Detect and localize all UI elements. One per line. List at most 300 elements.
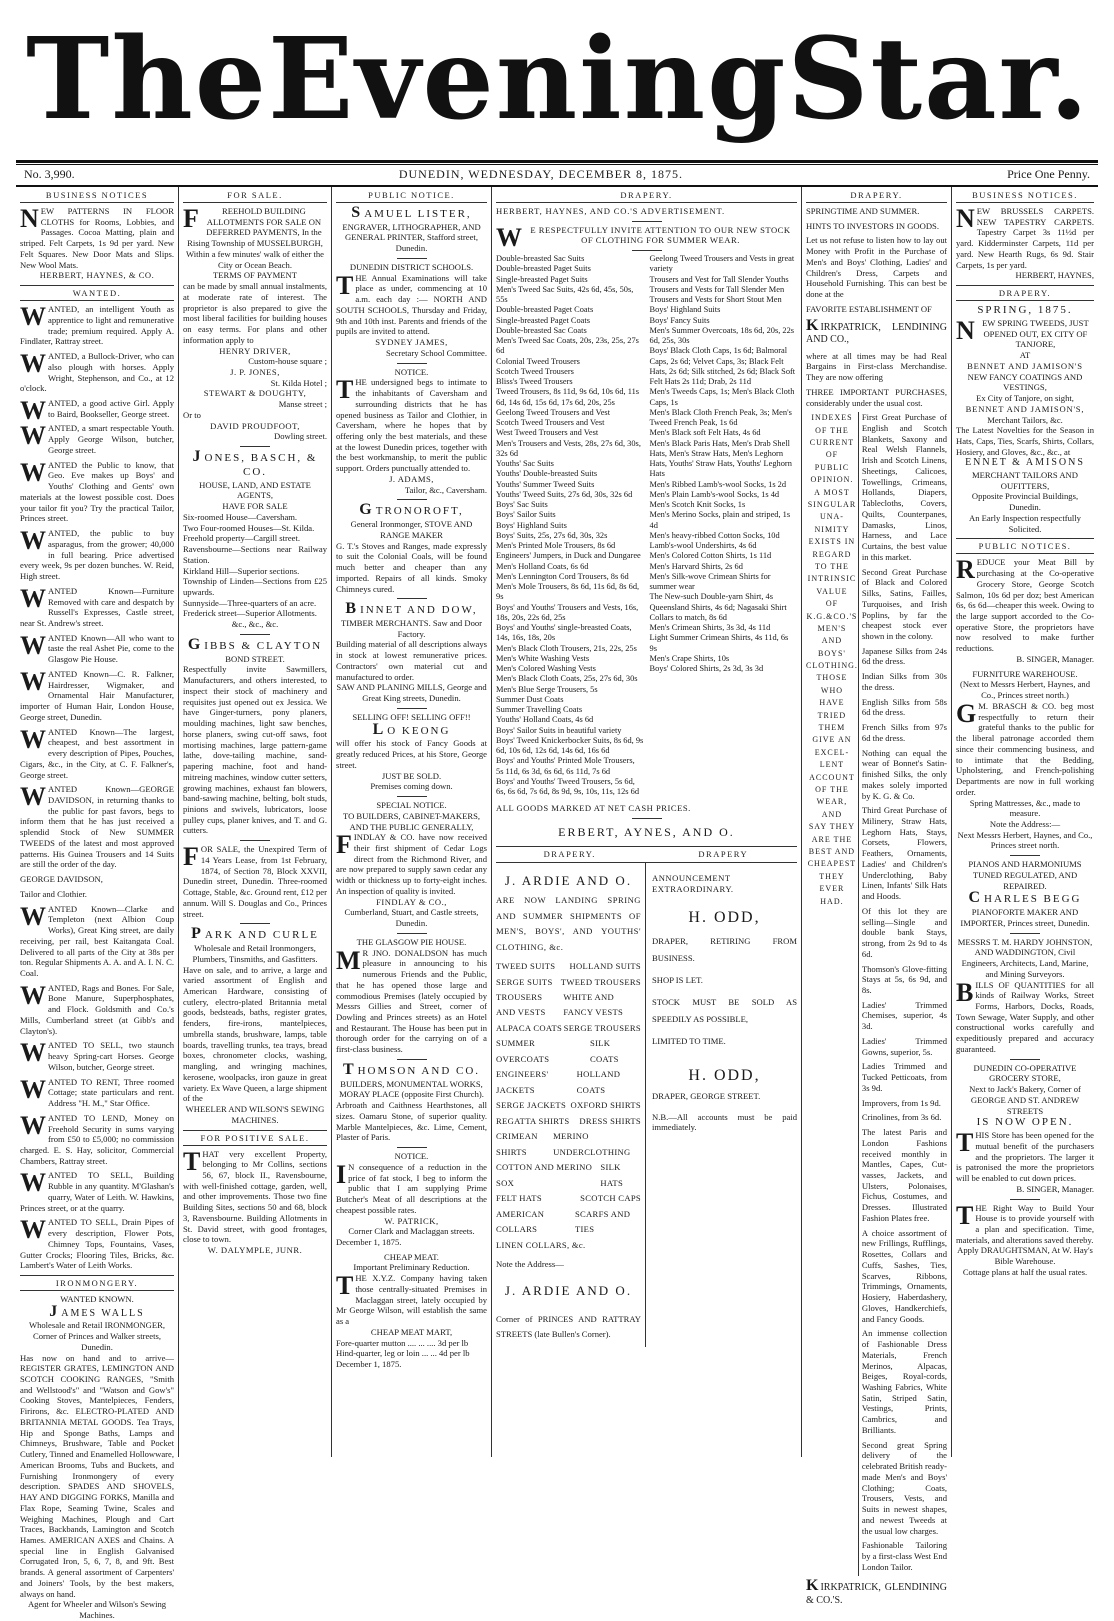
kirk-label: AND [821, 636, 843, 646]
wanted-ad [20, 1217, 174, 1271]
hardie-row-left: CRIMEAN SHIRTS [496, 1131, 538, 1157]
wanted-ad [20, 457, 174, 524]
hh-left-item: Men's Black Cloth Trousers, 21s, 22s, 25s [496, 643, 637, 653]
masthead-word-star: Star. [787, 14, 1091, 145]
wanted-text: ANTED, a good active Girl. Apply to Baird, Bookseller, George street. [48, 398, 174, 419]
column-1 [16, 187, 179, 1621]
hh-right-item: The New-such Double-yarn Shirt, 4s [649, 592, 774, 602]
hh-left-item: Engineers' Jumpers, in Duck and Dungaree [496, 551, 641, 561]
kirk-item: English Silks from 58s 6d the dress. [861, 696, 947, 718]
kirk-label: A MOST [814, 487, 850, 497]
hardie-ad: J. ARDIE AND O. ARE NOW LANDING SPRING AND SUMMER SHIPMENTS OF MEN'S, BOYS', AND YOUTHS' CLOTHING, &c. TWEED SUITS HOLLAND SUITS SERGE SUITS TWEED TROUSERS TROUSERS AND VESTS WHITE AND FANCY VESTS ALPACA COATS SERGE TROUSERS SUMMER OVERCOATS SILK COATS ENGINEERS' JACKETS HOLLAND COATS SERGE JACKETS OXFORD SHIRTS REGATTA SHIRTS DRESS SHIRTS CRIMEAN SHIRTS MERINO UNDERCLOTHING COTTON AND MERINO SOX SILK HATS FELT HATS SCOTCH CAPS AMERICAN COLLARS SCARFS AND TIES LINEN COLLARS, &c. Note the Address— J. ARDIE AND O. Corner of PRINCES AND RATTRAY STREETS (late Bullen's Corner). [496, 863, 646, 1346]
kirk-label: REGARD [812, 549, 852, 559]
hardie-row-right: TWEED TROUSERS [560, 976, 641, 987]
hardie-row [496, 1021, 641, 1036]
hints: HINTS TO INVESTORS IN GOODS. [806, 220, 939, 231]
ad-hardy: MESSRS T. M. HARDY JOHNSTON, AND WADDINGTON, Civil Engineers, Architects, Land, Marine, and Mining Surveyors. B ILLS OF QUANTITIES for all kinds of Railway Works, Street Forms, Harbors, Docks, Roads, Town Sewage, Water Supply, and other constructional works carefully and expeditiously prepared and accuracy guaranteed. [956, 936, 1094, 1054]
hardie-row-left: SERGE JACKETS [496, 1100, 567, 1111]
hh-right-item: Men's Black soft Felt Hats, 4s 6d [649, 428, 761, 438]
kirk-item: Improvers, from 1s 9d. [861, 1097, 941, 1108]
ad-schools: DUNEDIN DISTRICT SCHOOLS. T HE Annual Examinations will take place as under, commencing at 10 a.m. each day :— NORTH AND SOUTH SCHOOLS, Thursday and Friday, 9th and 10th inst. Parents and friends of the pupils are invited to attend. SYDNEY JAMES, Secretary School Committee. [336, 261, 487, 358]
header-public-notices: PUBLIC NOTICES. [956, 538, 1094, 554]
kirk-label: THEM [818, 723, 846, 733]
header-drapery-6: DRAPERY. [956, 285, 1094, 301]
drop-cap: W [20, 421, 46, 451]
hh-left-item: Men's Tweed Sac Suits, 42s 6d, 45s, 50s, 55s [496, 284, 634, 305]
kirk-label: WHO [820, 685, 843, 695]
drop-cap: W [20, 1038, 46, 1068]
hh-right-item: Lamb's-wool Undershirts, 4s 6d [649, 541, 757, 551]
hardie-row [496, 959, 641, 974]
columns [16, 185, 1098, 1621]
hh-right-item: Geelong Tweed Trousers and Vests in great variety [649, 254, 795, 274]
hardie-row [496, 1114, 641, 1129]
kirk-label: SINGULAR [807, 500, 857, 510]
wanted-ad [20, 528, 174, 582]
hh-left-item: Boys' Suits, 25s, 27s 6d, 30s, 32s [496, 530, 608, 540]
springtime: SPRINGTIME AND SUMMER. [806, 206, 920, 216]
favorite: FAVORITE ESTABLISHMENT OF [806, 303, 932, 314]
kirk-body-grid [806, 412, 947, 1576]
wanted-ad [20, 1040, 174, 1072]
wanted-text: ANTED Known—Clarke and Templeton (next Albion Coup Works), Great King street, are daily receiving, per rail, best Kaitangata Coal. Delivered to all parts of the City at 38s per ton. Regular Shipments A. A. and A. I. N. C. Coal. [20, 903, 174, 978]
drop-cap: W [20, 583, 46, 613]
kirk-label: WEAR, [816, 797, 848, 807]
ad-findlay: SPECIAL NOTICE. TO BUILDERS, CABINET-MAKERS, AND THE PUBLIC GENERALLY, F INDLAY & CO. have now received their first shipment of Cedar Logs direct from the Richmond River, and are now prepared to supply sawn cedar any width or thickness up to forty-eight inches. An inspection of quality is invited. FINDLAY & CO., Cumberland, Stuart, and Castle streets, Dunedin. [336, 800, 487, 929]
hh-intro: W E RESPECTFULLY INVITE ATTENTION TO OUR NEW STOCK OF CLOTHING FOR SUMMER WEAR. [496, 222, 791, 252]
wanted-ad [20, 304, 174, 347]
hh-left-item: Men's White Washing Vests [496, 653, 590, 663]
kirk-items [862, 412, 947, 1576]
jrc-item: Freehold property—Cargill street. [183, 533, 301, 544]
ad-walls: WANTED KNOWN. JAMES WALLS Wholesale and Retail IRONMONGER, Corner of Princes and Walker streets, Dunedin. Has now on hand and to arrive—REGISTER GRATES, LEMINGTON AND SCOTCH COOKING RANGES, "Smith and Wellstood's" and "Watson and Gow's" Cooking Stoves, Mantelpieces, Fenders, Firirons, &c. ELECTRO-PLATED AND BRITANNIA METAL GOODS. Tea Trays, Hip and Sponge Baths, Lamps and Chimneys, Brushware, Table and Pocket Cutlery, Tinned and Enamelled Hollowware, American Brooms, Tubs and Buckets, and Furnishing Ironmongery of every description. SPADES AND SHOVELS, HAY AND DIGGING FORKS, Manilla and Flax Rope, Seaming Twine, Scales and Weighing Machines, Plough and Cart Traces, Backbands, Lamington and Scotch Hames. AMERICAN AXES and Chains. A special line in English Galvanised Corrugated Iron, 5, 6, 7, 8, and 9ft. Best brands. A general assortment of Carpenters' and Joiners' Tools, by the best makers, always on hand. Agent for Wheeler and Wilson's Sewing Machines. [20, 1294, 174, 1621]
ad-right-way: T HE Right Way to Build Your House is to provide yourself with a plan and specification. Time, materials, and alterations saved thereby. Apply DRAUGHTSMAN, At W. Hay's Bible Warehouse. Cottage plans at half the usual rates. [956, 1200, 1094, 1277]
hardie-row-left: AMERICAN COLLARS [496, 1208, 545, 1235]
hh-right-item: Boys' Highland Suits [649, 305, 721, 315]
davidson-subtitle: Tailor and Clothier. [20, 888, 87, 899]
hh-left-item: Boys' Sailor Suits in beautiful variety [496, 725, 622, 735]
wanted-ad [20, 396, 174, 426]
hh-right-item: Men's Tweeds Caps, 1s; Men's Black Cloth Caps, 1s [649, 387, 795, 407]
kirk-label: PUBLIC [814, 462, 850, 472]
jrc-item: Frederick street—Superior Allotments. [183, 608, 317, 619]
column-6 [952, 187, 1098, 1457]
hh-left-item: West Tweed Trousers and Vest [496, 428, 599, 438]
kirk-label: UNA- [819, 512, 844, 522]
ad-reduce-meat: R EDUCE your Meat Bill by purchasing at the Co-operative Grocery Store, George Scotch Salmon, 10s 6d per doz; best American 6s, 6s 6d—cheaper this week. Owing to the large support accorded to the Co-operative Store, the proprietors have now resolved to make further reductions. B. SINGER, Manager. [956, 555, 1094, 664]
hh-right-item: Trousers and Vest for Tall Slender Youths [649, 274, 789, 284]
wanted-ad [20, 901, 174, 979]
hh-left-item: Double-breasted Sac Suits [496, 254, 585, 264]
ad-freehold: F REEHOLD BUILDING ALLOTMENTS FOR SALE ON DEFERRED PAYMENTS, In the Rising Township of MUSSELBURGH, Within a few minutes' walk of either the City or Ocean Beach. TERMS OF PAYMENT can be made by small annual instalments, at moderate rate of interest. The proprietor is also prepared to give the most liberal facilities for building houses on easy terms. For plans and other information apply to HENRY DRIVER, Custom-house square ; J. P. JONES, St. Kilda Hotel ; STEWART & DOUGHTY, Manse street ; Or to DAVID PROUDFOOT, Dowling street. [183, 204, 327, 442]
drapery-split [496, 863, 797, 1346]
kirk-label: LENT [819, 760, 845, 770]
wanted-text: ANTED Known—Furniture Removed with care and despatch by Russell's Expresses, Castle street, near St. Andrew's street. [20, 585, 174, 628]
wanted-ad [20, 583, 174, 629]
hardie-row [496, 975, 641, 990]
wanted-ad [20, 784, 174, 870]
hh-right-item: Men's Colored Cotton Shirts, 1s 11d [649, 551, 772, 561]
ad-patrick: NOTICE. I N consequence of a reduction in the price of fat stock, I beg to inform the public that I am supplying Prime Butcher's Meat of all descriptions at the cheapest possible rates. W. PATRICK, Corner Clark and Maclaggan streets. December 1, 1875. [336, 1151, 487, 1247]
header-for-sale: FOR SALE. [183, 189, 327, 203]
hardie-row [496, 1129, 641, 1160]
hh-right-item: Men's Merino Socks, plain and striped, 1s 4d [649, 510, 791, 530]
masthead [8, 0, 1106, 160]
hh-left-item: Summer Dust Coats [496, 694, 564, 704]
hh-left-item: Single-breasted Paget Coats [496, 315, 590, 325]
wanted-text: ANTED Known—GEORGE DAVIDSON, in returning thanks to the public for past favors, begs to inform them that he has just received a splendid Stock of New SUMMER TWEEDS of the latest and most approved patterns. His Guinea Trousers and 14 Suits are still the order of the day. [20, 784, 174, 870]
hardie-row [496, 1191, 641, 1206]
kirk-item: The latest Paris and London Fashions received monthly in Mantles, Capes, Cut-vasses, Jackets, and Ulsters, Polonaises, Fichus, Costumes, and Dresses. Illustrated Fashion Plates free. [861, 1127, 947, 1223]
hardie-row-left: LINEN COLLARS, &c. [496, 1239, 586, 1250]
wanted-ad [20, 724, 174, 781]
hh-left-item: Boys' and Youths' Printed Mole Trousers, 5s 11d, 6s 3d, 6s 6d, 6s 11d, 7s 6d [496, 756, 635, 776]
hh-left-item: Colonial Tweed Trousers [496, 356, 580, 366]
hh-left-item: Single-breasted Paget Suits [496, 274, 588, 284]
hh-right-item: Light Summer Crimean Shirts, 4s 11d, 6s 9s [649, 633, 789, 653]
kirk-item: Japanese Silks from 24s 6d the dress. [861, 645, 947, 667]
hh-left-item: Boys' and Youths' single-breasted Coats, 14s, 16s, 18s, 20s [496, 623, 632, 643]
wanted-text: ANTED TO RENT, Three roomed Cottage; state particulars and rent. Address "H. M.," Star Office. [48, 1076, 174, 1109]
wanted-text: ANTED, an intelligent Youth as apprentice to light and remunerative trade; premium required. Apply A. Findlater, Rattray street. [20, 304, 174, 347]
ad-thomson: T HOMSON AND CO. BUILDERS, MONUMENTAL WORKS, MORAY PLACE (opposite First Church). Arbroath and Caithness Hearthstones, all sizes. Oamaru Stone, of superior quality. Marble Mantelpieces, &c. Lime, Cement, Plaster of Paris. [336, 1060, 487, 1143]
hardie-row [496, 1207, 641, 1238]
header-drapery: DRAPERY. [496, 189, 797, 203]
kirk-label: K.G.&CO.'S [806, 611, 858, 621]
hardie-row-right: OXFORD SHIRTS [570, 1100, 641, 1111]
hh-left-item: Scotch Tweed Trousers and Vest [496, 418, 605, 428]
hh-left-item: Men's Black Cloth Coats, 25s, 27s 6d, 30s [496, 674, 638, 684]
header-positive-sale: FOR POSITIVE SALE. [183, 1130, 327, 1146]
sub-header-left: DRAPERY. [543, 849, 596, 860]
hardie-row-right: HOLLAND COATS [576, 1069, 621, 1095]
jrc-item: Two Four-roomed Houses—St. Kilda. [183, 522, 315, 533]
hh-left-item: Tweed Trousers, 8s 11d, 9s 6d, 10s 6d, 11s 6d, 14s 6d, 15s 6d, 17s 6d, 20s, 25s [496, 387, 640, 407]
jrc-item: Sunnyside—Three-quarters of an acre. [183, 597, 317, 608]
kirk-label: NIMITY [814, 524, 850, 534]
hh-left-item: Double-breasted Paget Suits [496, 264, 591, 274]
hh-left-item: Men's Trousers and Vests, 28s, 27s 6d, 30s, 32s 6d [496, 438, 641, 458]
kirk-intro: Let us not refuse to listen how to lay out Money with Profit in the Purchase of Men's and Boys' Clothing, Ladies' and Children's Dress, Carpets and Household Furnishing. This can best be done at the [806, 235, 947, 300]
wanted-ad [20, 1110, 174, 1167]
wanted-ad [20, 980, 174, 1037]
ad-tronoroft: G TRONOROFT, General Ironmonger, STOVE AND RANGE MAKER G. T.'s Stoves and Ranges, made expressly to suit the Colonial Coals, will be found much better and cheaper than any imported. Repairs of all kinds. Smoky Chimneys cured. [336, 501, 487, 594]
wanted-ad [20, 1074, 174, 1109]
kirk-label: INDEXES [811, 413, 853, 423]
ad-park-curle: P ARK AND CURLE Wholesale and Retail Ironmongers, Plumbers, Tinsmiths, and Gasfitters. Have on sale, and to arrive, a large and varied assortment of English and American Hardware, consisting of cutlery, electro-plated Britannia metal goods, bedsteads, baths, register grates, fenders, fire-irons, mantelpieces, umbrella stands, brushware, lamps, table boards, travelling trunks, tea trays, bread boxes, chronometer clocks, washing, mangling, and wringing machines, kerosene, woolpacks, iron gauze in great variety. Ex Wave Queen, a large shipment of the WHEELER AND WILSON'S SEWING MACHINES. [183, 925, 327, 1125]
hh-left-item: Double-breasted Paget Coats [496, 305, 594, 315]
wanted-text: ANTED Known—C. R. Falkner, Hairdresser, Wigmaker, and Ornamental Hair Manufacturer, importer of Human Hair, London House, George street, Dunedin. [20, 668, 174, 722]
hh-left-item: Youths' Sac Suits [496, 459, 554, 469]
column-2 [179, 187, 332, 1457]
hh-left-item: Boys' and Youths' Trousers and Vests, 16s, 18s, 20s, 22s 6d, 25s [496, 602, 639, 622]
hardie-row-left: TROUSERS AND VESTS [496, 992, 546, 1018]
hh-left-item: Youths' Double-breasted Suits [496, 469, 598, 479]
header-ironmongery: IRONMONGERY. [20, 1275, 174, 1291]
davidson-signature: GEORGE DAVIDSON, [20, 874, 103, 885]
masthead-word-the: The [26, 14, 269, 145]
hh-right-list [650, 254, 798, 797]
wanted-list-2 [20, 901, 174, 1272]
kirk-signature: KIRKPATRICK, GLENDINING & CO.'S. [806, 1577, 947, 1606]
hh-left-item: Men's Holland Coats, 6s 6d [496, 561, 589, 571]
hh-left-item: Boys' and Youths' Tweed Trousers, 5s 6d, 6s, 6s 6d, 7s 6d, 8s 9d, 9s, 10s, 11s, 12s 6d [496, 776, 640, 797]
hh-right-item: Men's Summer Overcoats, 18s 6d, 20s, 22s 6d, 25s, 30s [649, 325, 795, 346]
kirk-label: ARE THE [811, 834, 853, 844]
hh-left-item: Boys' Highland Suits [496, 520, 567, 530]
kirk-label: ACCOUNT [809, 772, 855, 782]
hardie-row-right: SILK COATS [589, 1038, 619, 1064]
hardie-row-left: ALPACA COATS [496, 1022, 563, 1033]
hardie-row [496, 1067, 641, 1098]
ad-lister: S AMUEL LISTER, ENGRAVER, LITHOGRAPHER, AND GENERAL PRINTER, Stafford street, Dunedin. [342, 204, 481, 254]
hardie-row-left: SERGE SUITS [496, 976, 553, 987]
kirk-label: HAVE [819, 698, 845, 708]
ad-floorcloths: N EW PATTERNS IN FLOOR CLOTHS for Rooms, Lobbies, and Passages. Cocoa Matting, plain and striped. Felt Carpets, 1s 9d per yard. New Felt Squares. New Door Mats and Slips. New Wool Mats. HERBERT, HAYNES, & CO. [20, 204, 174, 281]
kirk-item: Nothing can equal the wear of Bonnet's Satin-finished Silks, the only makes solely imported by K. G. & Co. [861, 747, 947, 801]
drop-cap: W [20, 302, 46, 332]
jrc-item: Kirkland Hill—Superior sections. [183, 565, 300, 576]
ad-positive-sale: T HAT very excellent Property, belonging to Mr Collins, sections 56, 67, block II., Ravensbourne, with well-finished cottage, garden, well, and other improvements. Those two fine Building Sites, sections 50 and 68, block 3, Ravensbourne. Building Allotments in St. David street, with good frontages, close to town. W. DALYMPLE, JUNR. [183, 1146, 327, 1256]
hh-right-item: Men's Ribbed Lamb's-wool Socks, 1s 2d [649, 479, 787, 489]
ad-grocery: DUNEDIN CO-OPERATIVE GROCERY STORE, Next to Jack's Bakery, Corner of GEORGE AND ST. ANDREW STREETS IS NOW OPEN. T HIS Store has been opened for the mutual benefit of the purchasers and the proprietors. The larger it is patronised the more the proprietors will be enabled to cut down prices. B. SINGER, Manager. [956, 1062, 1094, 1194]
ad-carpets: N EW BRUSSELS CARPETS. NEW TAPESTRY CARPETS. Tapestry Carpet 3s 11½d per yard. Kidderminster Carpets, 11d per yard. New Hearth Rugs, 6s 9d. Stair Carpets, 1s per yard. HERBERT, HAYNES, [956, 204, 1094, 281]
hh-right-item: Trousers and Vests for Short Stout Men [649, 295, 782, 305]
issue-number: No. 3,990. [24, 167, 75, 181]
net-cash: ALL GOODS MARKED AT NET CASH PRICES. [496, 803, 691, 814]
hh-left-item: Scotch Tweed Trousers [496, 366, 574, 376]
ad-glasgow-pie: THE GLASGOW PIE HOUSE. M R JNO. DONALDSON has much pleasure in announcing to his numerous Friends and the Public, that he has opened those large and commodious Premises (lately occupied by Messrs Gillies and Street, corner of Dowling and Princes streets) as an Hotel and Restaurant. The House has been put in thorough order for the carrying on of a first-class business. [336, 936, 487, 1055]
hardie-row-right: WHITE AND FANCY VESTS [563, 992, 624, 1018]
wanted-ad [20, 630, 174, 665]
hh-left-item: Bliss's Tweed Trousers [496, 377, 573, 387]
ad-furniture: FURNITURE WAREHOUSE. (Next to Messrs Herbert, Haynes, and Co., Princes street north.) G M. BRASCH & CO. beg most respectfully to return their grateful thanks to the public for the liberal patronage accorded them since their commencing business, and to intimate that the Bedding, Upholstering, and French-polishing Departments are now in full working order. Spring Mattresses, &c., made to measure. Note the Address:— Next Messrs Herbert, Haynes, and Co., Princes street north. [956, 668, 1094, 851]
hardie-row [496, 1098, 641, 1113]
drop-cap: W [20, 782, 46, 812]
kirk-item: Fashionable Tailoring by a first-class West End London Tailor. [861, 1540, 947, 1572]
hh-left-item: Boys' Sailor Suits [496, 510, 556, 520]
kirk-item: A choice assortment of new Frillings, Rufflings, Rosettes, Collars and Cuffs, Sashes, Ties, Scarves, Ribbons, Trimmings, Ornaments, Hosiery, Haberdashery, Gloves, Handkerchiefs, and Fancy Goods. [861, 1227, 947, 1324]
masthead-word-evening: Evening [268, 14, 788, 145]
hh-signature: ERBERT, AYNES, AND O. [558, 825, 735, 840]
hardie-row-right: HOLLAND SUITS [569, 961, 641, 972]
drop-cap: W [20, 724, 46, 754]
ad-bennet-jamison: SPRING, 1875. N EW SPRING TWEEDS, JUST OPENED OUT, EX CITY OF TANJORE, AT BENNET AND JAMISON'S NEW FANCY COATINGS AND VESTINGS, Ex City of Tanjore, on sight, BENNET AND JAMISON'S, Merchant Tailors, &c. The Latest Novelties for the Season in Hats, Caps, Ties, Scarfs, Shirts, Collars, Hosiery, and Gloves, &c., &c., at ENNET & AMISONS MERCHANT TAILORS AND OUFITTERS, Opposite Provincial Buildings, Dunedin. An Early Inspection respectfully Solicited. [956, 304, 1094, 534]
dateline [8, 165, 1106, 185]
hh-right-item: Trousers and Vests for Tall Slender Men [649, 284, 785, 294]
dodd-ad: ANNOUNCEMENT EXTRAORDINARY. H. ODD, DRAPER, RETIRING FROM BUSINESS. SHOP IS LET. STOCK MUST BE SOLD AS SPEEDILY AS POSSIBLE, LIMITED TO TIME. H. ODD, DRAPER, GEORGE STREET. N.B.—All accounts must be paid immediately. [652, 873, 797, 1133]
hh-right-item: Men's Harvard Shirts, 2s 6d [649, 561, 743, 571]
kirk-label: TO THE [814, 561, 849, 571]
kirk-label: THEY [819, 871, 845, 881]
hardie-row-left: REGATTA SHIRTS [496, 1115, 570, 1126]
drop-cap: W [20, 396, 46, 426]
kirk-item: An immense collection of Fashionable Dress Materials, French Merinos, Alpacas, Beiges, Royal-cords, Washing Fabrics, White Satin, Striped Satin, Vestings, Prints, Cambrics, and Brilliants. [861, 1328, 947, 1435]
hardie-row-left: COTTON AND MERINO SOX [496, 1162, 593, 1188]
hardie-row-right: MERINO UNDERCLOTHING [553, 1131, 631, 1157]
masthead-rule [16, 160, 1098, 163]
wanted-list [20, 304, 174, 870]
hh-title: HERBERT, HAYNES, AND CO.'S ADVERTISEMENT. [496, 206, 725, 216]
hh-left-item: Men's Tweed Sac Coats, 20s, 23s, 25s, 27s 6d [496, 336, 639, 356]
drop-cap: W [20, 666, 46, 696]
drop-cap: W [20, 1168, 46, 1198]
hardie-row-right: SERGE TROUSERS [563, 1022, 641, 1033]
sub-header-right: DRAPERY [698, 849, 749, 860]
ad-pianos: PIANOS AND HARMONIUMS TUNED REGULATED, AND REPAIRED. C HARLES BEGG PIANOFORTE MAKER AND IMPORTER, Princes street, Dunedin. [960, 859, 1090, 928]
hardie-row-right: DRESS SHIRTS [579, 1115, 641, 1126]
hardie-row [496, 1036, 641, 1067]
drop-cap: W [20, 526, 46, 556]
kirk-label: EVER [819, 884, 845, 894]
kirk-label: OF [825, 450, 839, 460]
wanted-text: ANTED TO SELL, two staunch heavy Spring-cart Horses. George Wilson, butcher, George street. [48, 1040, 174, 1072]
hh-right-item: Boys' Black Cloth Caps, 1s 6d; Balmoral Caps, 2s 6d; Velvet Caps, 3s; Black Felt Hats, 2s 6d; Silk stitched, 2s 6d; Black Soft Felt Hats 2s 11d; Drab, 2s 11d [649, 346, 796, 387]
kirk-label: MEN'S [817, 623, 847, 633]
kirk-label: OF THE [815, 425, 849, 435]
kirk-label: OF [825, 599, 839, 609]
kirk-body: where at all times may be had Real Bargains in First-class Merchandise. They are now offering [806, 350, 947, 383]
hh-right-item: Men's Silk-wove Crimean Shirts for summer wear [649, 571, 771, 592]
price: Price One Penny. [1007, 167, 1090, 181]
jrc-item: Ravensbourne—Sections near Railway Station. [183, 544, 327, 565]
wanted-text: ANTED TO SELL, Drain Pipes of every description, Flower Pots, Chimney Tops, Fountains, Vases, Gutter Crocks; Flooring Tiles, Bricks, &c. Lambert's Water of Leith Works. [20, 1217, 174, 1271]
kirk-item: Thomson's Glove-fitting Stays at 5s, 6s 9d, and 8s. [861, 963, 947, 995]
kirk-title: KIRKPATRICK, LENDINING AND CO., [806, 316, 947, 346]
wanted-text: ANTED Known—All who want to taste the real Ashet Pie, come to the Glasgow Pie House. [48, 632, 174, 665]
hh-lists [496, 254, 797, 797]
hh-right-item: Boys' Fancy Suits [649, 315, 710, 325]
hh-left-item: Geelong Tweed Trousers and Vest [496, 407, 611, 417]
kirk-label: BEST AND [808, 846, 856, 856]
kirk-label: BOYS' [818, 648, 846, 658]
hardie-row-right: SILK HATS [600, 1162, 624, 1188]
hardie-row-left: TWEED SUITS [496, 961, 556, 972]
hh-left-item: Men's Lennington Cord Trousers, 8s 6d [496, 571, 629, 581]
kirk-label: EXISTS IN [808, 537, 856, 547]
ad-gibbs-clayton: G IBBS & CLAYTON BOND STREET. Respectfully invite Sawmillers, Manufacturers, and others interested, to inspect their stock of machinery and requisites just opened out ex Jessica. We have Ginger-turners, pony planers, moulding machines, light saw benches, horse planers, swing cut-off saws, foot mortising machines, large pattern-game lathe, dove-tailing machine, sand-papering machine, foot and hand-mitreing machines, window cutter setters, growing machines, exhaust fan blowers, band-sawing machine, belting, bolt studs, pinions and swivels, lubricators, loose pulley cups, planer knives, and T. and G. cutters. [183, 635, 327, 836]
kirk-label: TRIED [817, 710, 847, 720]
kirk-label: GIVE AN [812, 735, 852, 745]
wanted-ad [20, 666, 174, 723]
column-3 [332, 187, 492, 1457]
kirk-item: Ladies' Trimmed Chemises, superior, 4s 3d. [861, 999, 947, 1032]
kirk-label: OF THE [815, 785, 849, 794]
hh-right-item: Men's Crape Shirts, 10s [649, 653, 730, 663]
hh-left-item: Youths' Tweed Suits, 27s 6d, 30s, 32s 6d [496, 489, 633, 499]
kirk-label: INTRINSIC [807, 574, 857, 584]
kirk-item: Indian Silks from 30s the dress. [861, 671, 947, 692]
drop-cap: W [20, 457, 46, 487]
hh-left-item: Double-breasted Sac Coats [496, 325, 587, 335]
hardie-row-right: SCOTCH CAPS [580, 1193, 641, 1204]
kirk-label: HAD. [820, 896, 844, 906]
wanted-text: ANTED Known—The largest, cheapest, and best assortment in every description of Pipes, Pouches, Cigars, &c., in the City, at C. F. Falkner's, George street. [20, 726, 174, 780]
place-date: DUNEDIN, WEDNESDAY, DECEMBER 8, 1875. [398, 167, 683, 181]
kirk-label: VALUE [816, 586, 848, 596]
header-business-notices-6: BUSINESS NOTICES. [956, 189, 1094, 203]
wanted-text: ANTED, Rags and Bones. For Sale, Bone Manure, Superphosphates, and Flock. Goldsmith and Co.'s Mills, Cumberland street (at Gibb's and Clayton's). [20, 982, 174, 1036]
hh-right-item: Men's Black Cloth French Peak, 3s; Men's Tweed French Peak, 1s 6d [649, 407, 792, 428]
kirk-item: Of this lot they are selling—Single and double bank Stays, strong, from 2s 9d to 4s 6d. [861, 905, 947, 959]
hh-left-item: Men's Blue Serge Trousers, 5s [496, 684, 598, 694]
kirk-item: Second great Spring delivery of the celebrated British ready-made Men's and Boys' Clothing; Coats, Trousers, Vests, and Suits in newest shapes, and newest Tweeds at the usual low charges. [861, 1439, 947, 1536]
hh-left-item: Boys' Tweed Knickerbocker Suits, 8s 6d, 9s 6d, 10s 6d, 12s 6d, 14s 6d, 16s 6d [496, 735, 644, 756]
kirk-label: EXCEL- [814, 747, 850, 757]
column-4 [492, 187, 802, 1457]
hardie-row [496, 990, 641, 1021]
kirk-item: Ladies Trimmed and Tucked Petticoats, from 3s 9d. [861, 1061, 947, 1093]
wanted-text: ANTED, a Bullock-Driver, who can also plough with horses. Apply Wright, Stephenson, and Co., at 12 o'clock. [20, 351, 174, 394]
ad-okeong: SELLING OFF! SELLING OFF!! L O KEONG will offer his stock of Fancy Goods at greatly reduced Prices, at his Store, George street. JUST BE SOLD. Premises coming down. [336, 711, 487, 792]
hh-left-item: Summer Travelling Coats [496, 705, 583, 715]
hardie-row-left: SUMMER OVERCOATS [496, 1038, 550, 1064]
hh-right-item: Men's Crimean Shirts, 3s 3d, 4s 11d [649, 623, 771, 633]
wanted-ad [20, 351, 174, 394]
header-drapery-5: DRAPERY. [806, 189, 947, 203]
hh-right-item: Queensland Shirts, 4s 6d; Nagasaki Shirt Collars to match, 8s 6d [649, 602, 787, 622]
hardie-row [496, 1238, 641, 1253]
wanted-text: ANTED TO LEND, Money on Freehold Security in sums varying from £50 to £5,000; no commission charged. E. S. Hay, solicitor, Commercial Chambers, Rattray street. [20, 1112, 174, 1166]
header-public-notice: PUBLIC NOTICE. [336, 189, 487, 203]
kirk-item: Ladies' Trimmed Gowns, superior, 5s. [861, 1035, 947, 1057]
ad-jones-basch: J ONES, BASCH, & CO. HOUSE, LAND, AND ESTATE AGENTS, HAVE FOR SALE Six-roomed House—Caversham. Two Four-roomed Houses—St. Kilda. Freehold property—Cargill street. Ravensbourne—Sections near Railway Station. Kirkland Hill—Superior sections. Township of Linden—Sections from £25 upwards. Sunnyside—Three-quarters of an acre. Frederick street—Superior Allotments. &c., &c., &c. [183, 448, 327, 630]
drop-cap: W [20, 901, 46, 931]
jrc-item: Township of Linden—Sections from £25 upwards. [183, 576, 327, 597]
ad-cheap-meat: CHEAP MEAT. Important Preliminary Reduction. T HE X.Y.Z. Company having taken those centrally-situated Premises in Maclaggan street, lately occupied by Mr George Wilson, will establish the same as a CHEAP MEAT MART, Fore-quarter mutton .... ... .... 3d per lb Hind-quarter, leg or loin ... ... 4d per lb December 1, 1875. [336, 1251, 487, 1370]
wanted-ad [20, 423, 174, 455]
kirk-item: Crinolines, from 3s 6d. [861, 1112, 942, 1123]
kirk-label: AND [821, 809, 843, 819]
hardie-row [496, 1160, 641, 1191]
kirk-label: CHEAPEST [807, 859, 857, 869]
column-5 [802, 187, 952, 1606]
hh-right-item: Men's Scotch Knit Socks, 1s [649, 500, 746, 510]
kirk-item: First Great Purchase of English and Scotch Blankets, Saxony and Real Welsh Flannels, Irish and Scotch Linens, Sheetings, Calicoes, Towellings, Crimeans, Hollands, Diapers, Tablecloths, Covers, Quilts, Counterpanes, Damasks, Linos, Harness, and Lace Curtains, the best value in this market. [861, 412, 947, 562]
kirk-label: CURRENT [809, 438, 855, 448]
kirk-label: THOSE [816, 673, 848, 683]
wanted-text: ANTED, the public to buy asparagus, from the grower; 40,000 in full bearing. Price advertised every week, 9s per dozen bunches. W. Reid, High street. [20, 528, 174, 582]
hh-left-item: Men's Printed Mole Trousers, 8s 6d [496, 541, 616, 551]
kirk-labels [806, 412, 859, 1576]
wanted-ad [20, 1170, 174, 1213]
hh-left-item: Men's Mole Trousers, 8s 6d, 11s 6d, 8s 6d, 9s [496, 582, 640, 602]
hardie-row-left: FELT HATS [496, 1193, 542, 1204]
ad-binnet-dow: B INNET AND DOW, TIMBER MERCHANTS. Saw and Door Factory. Building material of all descriptions always in stock at lowest remunerative prices. Contractors' own material cut and manufactured to order. SAW AND PLANING MILLS, George and Great King streets, Dunedin. [336, 600, 487, 704]
kirk-label: CLOTHING. [806, 661, 858, 671]
wanted-text: ANTED the Public to know, that Geo. Eve makes up Boys' and Youths' Clothing and Gents' own materials at the lowest possible cost. Does your tailor fit you? Try the practical Tailor, Princes street. [20, 459, 174, 524]
drop-cap: W [20, 1074, 46, 1104]
hh-left-item: Men's Colored Washing Vests [496, 664, 596, 674]
hh-right-item: Men's Black Paris Hats, Men's Drab Shell Hats, Men's Straw Hats, Men's Leghorn Hats, Youths' Straw Hats, Youths' Leghorn Hats [649, 438, 792, 479]
drop-cap: W [20, 1215, 46, 1245]
hh-right-item: Men's heavy-ribbed Cotton Socks, 10d [649, 530, 780, 540]
header-business-notices: BUSINESS NOTICES [20, 189, 174, 203]
ad-for-sale-lease: F OR SALE, the Unexpired Term of 14 Years Lease, from 1st February, 1874, of Section 78, Block XXVII, Dunedin street, Dunedin. Three-roomed Cottage, Stable, &c. Ground rent, £12 per annum. Will S. Douglas and Co., Princes street. [183, 842, 327, 919]
drop-cap: W [20, 349, 46, 379]
jrc-item: Six-roomed House—Caversham. [183, 511, 298, 522]
header-wanted: WANTED. [20, 285, 174, 301]
kirk-item: French Silks from 97s 6d the dress. [861, 722, 947, 743]
kirk-label: OPINION. [810, 475, 854, 485]
drop-cap: W [20, 630, 46, 660]
hh-left-item: Youths' Holland Coats, 4s 6d [496, 715, 594, 725]
hh-left-item: Youths' Summer Tweed Suits [496, 479, 595, 489]
hh-right-item: Men's Plain Lamb's-wool Socks, 1s 4d [649, 489, 780, 499]
kirk-item: Second Great Purchase of Black and Colored Silks, Satins, Failles, Turquoises, and Irish Poplins, by far the cheapest stock ever shown in the colony. [861, 566, 947, 641]
hardie-row-right: SCARFS AND TIES [574, 1208, 631, 1235]
ad-notice-adams: NOTICE. T HE undersigned begs to intimate to the inhabitants of Caversham and surrounding districts that he has opened business as Tailor and Clothier, in Caversham, where he hopes that by offering only the best materials, and these at the lowest Dunedin prices, together with the best workmanship, to merit the public support. Orders punctually attended to. J. ADAMS, Tailor, &c., Caversham. [336, 366, 487, 495]
